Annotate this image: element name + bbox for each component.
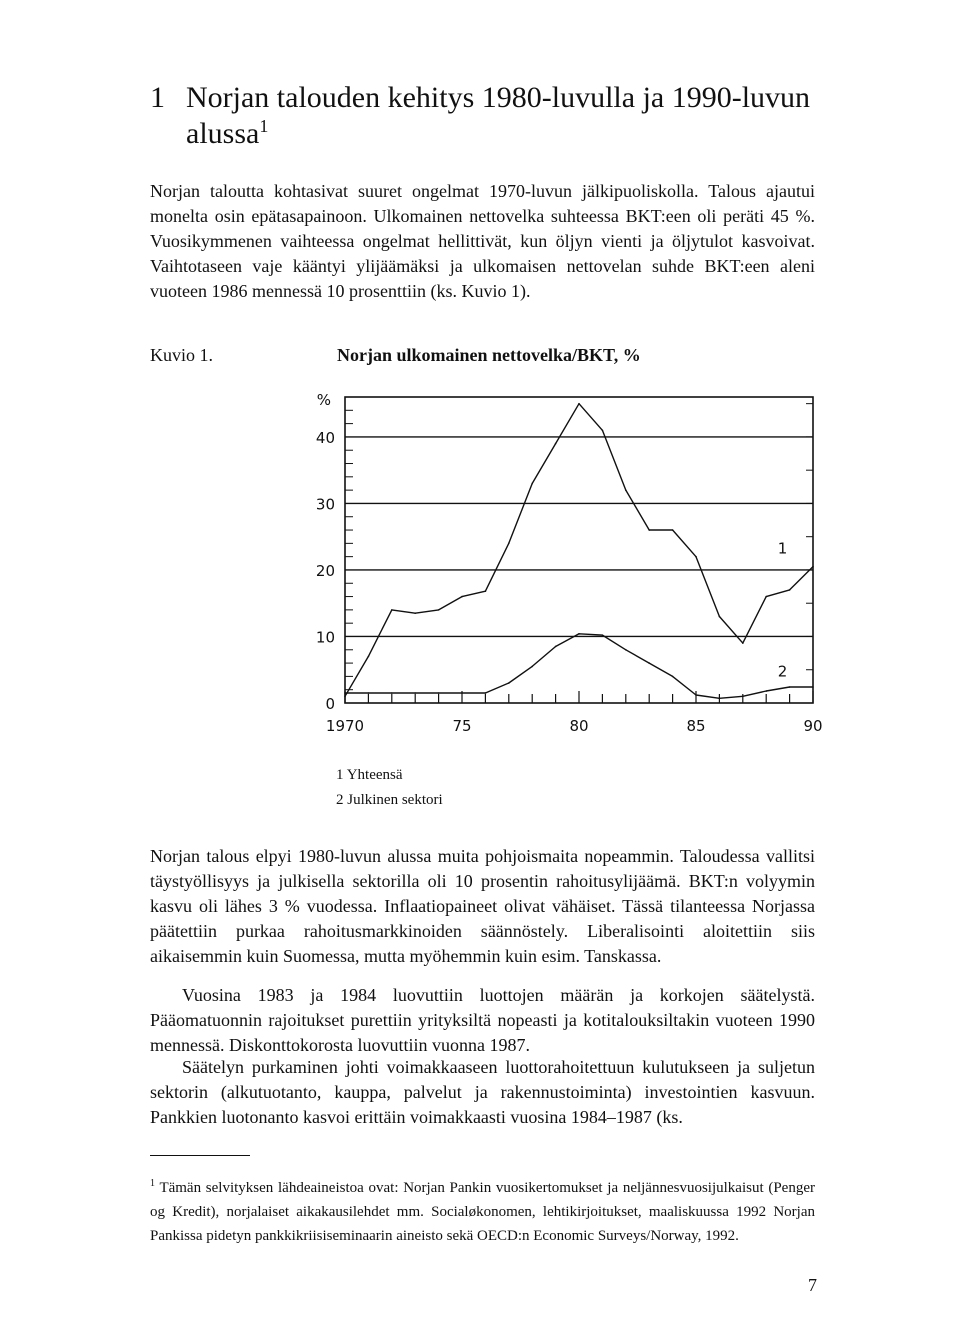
series-2-point-1978: [531, 666, 533, 668]
series-2-point-1983: [648, 662, 650, 664]
series-2-point-1976: [485, 692, 487, 694]
series-2-point-1972: [391, 692, 393, 694]
series-1-point-1990: [812, 566, 814, 568]
page-number: 7: [808, 1275, 817, 1295]
series-1-point-1977: [508, 543, 510, 545]
series-2-point-1988: [765, 690, 767, 692]
y-tick-label-0: 0: [325, 695, 335, 713]
series-annotation-2: 2: [777, 662, 788, 681]
series-2-point-1977: [508, 682, 510, 684]
series-2-point-1979: [555, 646, 557, 648]
series-1-point-1980: [578, 403, 580, 405]
plot-frame: [345, 397, 813, 703]
series-2-point-1975: [461, 692, 463, 694]
figure-label: Kuvio 1.: [150, 345, 213, 365]
section-title-line-2: alussa: [186, 117, 260, 150]
series-2-point-1990: [812, 686, 814, 688]
series-1-point-1984: [672, 529, 674, 531]
series-1-point-1975: [461, 596, 463, 598]
series-1-point-1989: [789, 589, 791, 591]
series-1-point-1986: [719, 616, 721, 618]
series-2-point-1980: [578, 633, 580, 635]
series-1-point-1988: [765, 596, 767, 598]
series-2-point-1986: [719, 698, 721, 700]
series-1-point-1978: [531, 483, 533, 485]
series-2-point-1987: [742, 696, 744, 698]
series-1-point-1981: [602, 429, 604, 431]
series-1-point-1987: [742, 642, 744, 644]
paragraph-intro: Norjan taloutta kohtasivat suuret ongelmat 1970-luvun jälkipuoliskolla. Talous ajautui monelta osin epätasapainoon. Ulkomainen nettovelka suhteessa BKT:een oli peräti 45 %. Vuosikymmenen vaihteessa ongelmat hellittivät, kun öljyn vienti ja öljytulot kasvoivat. Vaihtotaseen vaje kääntyi ylijäämäksi ja ulkomaisen nettovelan suhde BKT:een aleni vuoteen 1986 mennessä 10 prosenttiin (ks. Kuvio 1).: [150, 181, 815, 301]
series-1-point-1985: [695, 556, 697, 558]
x-tick-label-75: 75: [452, 717, 472, 735]
legend-entry-public-sector: 2 Julkinen sektori: [336, 792, 443, 808]
series-2-point-1973: [414, 692, 416, 694]
series-2-point-1981: [602, 634, 604, 636]
section-number: 1: [150, 81, 165, 114]
y-axis-unit-label: %: [316, 391, 331, 409]
series-2-point-1989: [789, 686, 791, 688]
series-1-point-1973: [414, 612, 416, 614]
footnote-reference: 1: [259, 116, 269, 136]
series-2-point-1982: [625, 649, 627, 651]
y-tick-label-20: 20: [315, 561, 335, 580]
series-2-point-1985: [695, 694, 697, 696]
series-2-point-1970: [344, 692, 346, 694]
y-tick-label-40: 40: [315, 428, 335, 447]
series-2-point-1974: [438, 692, 440, 694]
series-1-point-1979: [555, 443, 557, 445]
paragraph-deregulation: Vuosina 1983 ja 1984 luovuttiin luottojen määrän ja korkojen säätelystä. Pääomatuonnin rajoitukset purettiin yrityksiltä nopeasti ja kotitalouksiltakin vuoteen 1990 mennessä. Diskonttokorosta luovuttiin vuonna 1987.: [150, 985, 815, 1055]
footnote: [150, 1172, 815, 1248]
footnote-text: Tämän selvityksen lähdeaineistoa ovat: Norjan Pankin vuosikertomukset ja neljännesvuosijulkaisut (Penger og Kredit), norjalaiset aikakausilehdet mm. Socialøkonomen, lehtikirjoitukset, maaliskuussa 1992 Norjan Pankissa pidetyn pankkikriisiseminaarin aineisto sekä OECD:n Economic Surveys/Norway, 1992.: [150, 1180, 815, 1244]
series-1-point-1974: [438, 609, 440, 611]
x-tick-label-1970: 1970: [325, 717, 365, 735]
series-2-point-1984: [672, 676, 674, 678]
series-1-point-1972: [391, 609, 393, 611]
y-tick-label-10: 10: [315, 628, 335, 647]
paragraph-credit-growth: Säätelyn purkaminen johti voimakkaaseen luottorahoitettuun kulutukseen ja suljetun sektorin (alkutuotanto, kauppa, palvelut ja rakennustoiminta) investointien kasvuun. Pankkien luotonanto kasvoi erittäin voimakkaasti vuosina 1984–1987 (ks.: [150, 1057, 815, 1127]
legend-entry-total: 1 Yhteensä: [336, 767, 403, 783]
x-tick-label-90: 90: [803, 717, 823, 735]
figure-title: Norjan ulkomainen nettovelka/BKT, %: [337, 345, 641, 365]
series-2-point-1971: [368, 692, 370, 694]
series-1-point-1976: [485, 590, 487, 592]
series-1-point-1982: [625, 489, 627, 491]
series-1-point-1970: [344, 696, 346, 698]
series-line-1: [345, 404, 813, 697]
series-1-point-1971: [368, 656, 370, 658]
footnote-marker: 1: [150, 1178, 155, 1189]
series-1-point-1983: [648, 529, 650, 531]
y-tick-label-30: 30: [315, 495, 335, 514]
series-annotation-1: 1: [777, 539, 788, 558]
footnote-divider: [150, 1155, 250, 1156]
x-tick-label-85: 85: [686, 717, 706, 735]
paragraph-recovery: Norjan talous elpyi 1980-luvun alussa muita pohjoismaita nopeammin. Taloudessa vallitsi täystyöllisyys ja julkisella sektorilla oli 10 prosentin rahoitusylijäämä. BKT:n volyymin kasvu oli lähes 3 % vuodessa. Inflaatiopaineet olivat vähäiset. Tässä tilanteessa Norjassa päätettiin purkaa rahoitusmarkkinoiden säännöstely. Liberalisointi aloitettiin siis aikaisemmin kuin Suomessa, mutta myöhemmin kuin esim. Tanskassa.: [150, 846, 815, 966]
x-tick-label-80: 80: [569, 717, 589, 735]
chart-legend: [336, 763, 443, 813]
section-title-line-1: Norjan talouden kehitys 1980-luvulla ja 1990-luvun: [186, 81, 811, 114]
